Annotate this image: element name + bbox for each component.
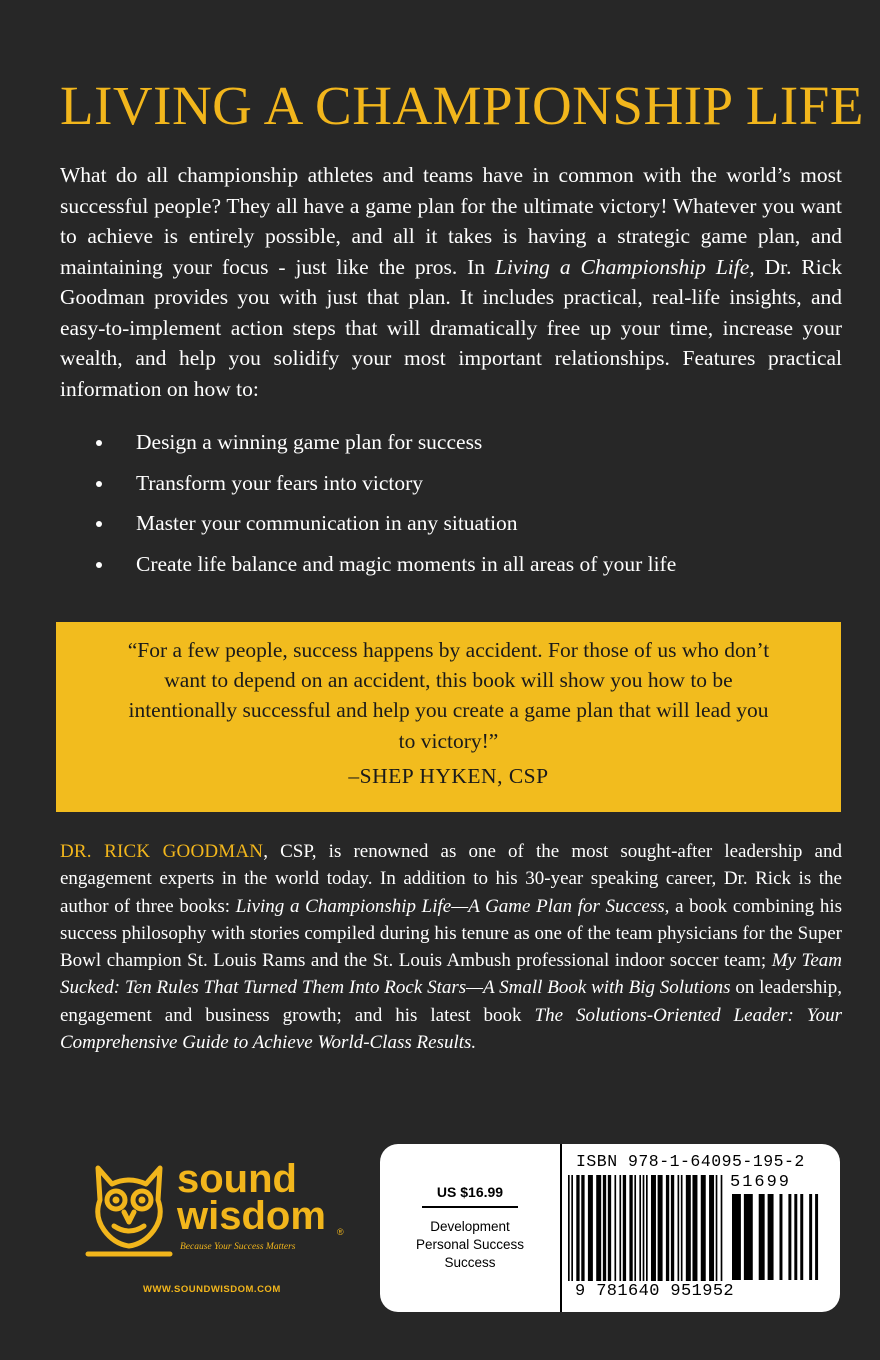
feature-text: Master your communication in any situation (136, 511, 518, 536)
owl-icon (84, 1160, 174, 1260)
feature-item (60, 550, 842, 591)
bullet-icon (96, 481, 102, 487)
feature-text: Create life balance and magic moments in all areas of your life (136, 552, 677, 577)
barcode-bar (568, 1175, 570, 1281)
barcode-bar (692, 1175, 697, 1281)
category-item: Development (430, 1219, 510, 1234)
intro-text-1: What do all championship athletes and teams have in common with the world’s most successful people? They all have a game plan for the ultimate victory! Whatever you want to achieve is entirely possible, and all it takes is having a strategic game plan, and maintaining your focus - just like the pros. In (60, 163, 842, 279)
testimonial-attribution: –SHEP HYKEN, CSP (348, 763, 549, 788)
barcode-bar (634, 1175, 636, 1281)
category-list (410, 1218, 530, 1272)
barcode-bar (658, 1175, 663, 1281)
price: US $16.99 (422, 1182, 518, 1208)
bio-book-3: The Solutions-Oriented Leader: Your Comprehensive Guide to Achieve World-Class Results. (60, 1004, 842, 1054)
barcode-bar (596, 1175, 601, 1281)
feature-item (60, 509, 842, 550)
panel-divider (560, 1144, 562, 1312)
barcode-bar (576, 1175, 579, 1281)
bio-text-3: on leadership, engagement and business growth; and his latest book (60, 977, 842, 1026)
author-bio (60, 838, 842, 1056)
barcode-bar (678, 1175, 680, 1281)
barcode-panel (380, 1144, 840, 1312)
barcode-bar (721, 1175, 723, 1281)
barcode-bar (759, 1194, 765, 1280)
barcode-bar (623, 1175, 626, 1281)
feature-text: Design a winning game plan for success (136, 430, 483, 454)
testimonial-quote: “For a few people, success happens by accident. For those of us who don’t want to depend on an accident, this book will show you how to be intentionally successful and help you create a game plan that will lead you to victory!” (127, 638, 770, 753)
publisher-name-line2: wisdom (177, 1194, 326, 1238)
category-item: Personal Success (415, 1237, 525, 1252)
barcode-bar (788, 1194, 791, 1280)
barcode-bar (800, 1194, 803, 1280)
barcode-bar (794, 1194, 797, 1280)
bullet-icon (96, 440, 102, 446)
barcode-bar (716, 1175, 718, 1281)
publisher-logo (84, 1158, 374, 1298)
feature-text: Transform your fears into victory (136, 470, 424, 495)
barcode-bar (646, 1175, 648, 1281)
book-title: LIVING A CHAMPIONSHIP LIFE (60, 75, 864, 136)
isbn-barcode (568, 1175, 724, 1281)
barcode-bar (588, 1175, 593, 1281)
barcode-bar (732, 1194, 741, 1280)
barcode-bar (608, 1175, 611, 1281)
publisher-website: WWW.SOUNDWISDOM.COM (143, 1284, 281, 1295)
intro-paragraph (60, 160, 842, 404)
barcode-bar (744, 1194, 753, 1280)
category-item: Success (444, 1255, 496, 1270)
barcode-bar (681, 1175, 683, 1281)
barcode-bar (809, 1194, 812, 1280)
barcode-bar (768, 1194, 774, 1280)
testimonial-box (56, 622, 841, 812)
feature-item (60, 428, 842, 469)
barcode-bar (709, 1175, 714, 1281)
feature-list (60, 428, 842, 591)
barcode-bar (651, 1175, 656, 1281)
barcode-bar (671, 1175, 674, 1281)
barcode-bar (581, 1175, 584, 1281)
barcode-bar (666, 1175, 669, 1281)
bullet-icon (96, 521, 102, 527)
price-addon-number: 51699 (730, 1173, 792, 1192)
bio-book-2: My Team Sucked: Ten Rules That Turned Them Into Rock Stars—A Small Book with Big Solutions (60, 950, 842, 999)
bullet-icon (96, 562, 102, 568)
barcode-bar (815, 1194, 818, 1280)
ean-number: 9 781640 951952 (575, 1282, 735, 1301)
bio-text-1: , CSP, is renowned as one of the most sought-after leadership and engagement experts in the world today. In addition to his 30-year speaking career, Dr. Rick is the author of three books: (60, 841, 842, 917)
barcode-bar (614, 1175, 616, 1281)
barcode-bar (619, 1175, 621, 1281)
addon-barcode (732, 1194, 824, 1280)
bio-book-1: Living a Championship Life—A Game Plan for Success (235, 895, 665, 917)
isbn-number: ISBN 978-1-64095-195-2 (576, 1152, 805, 1171)
intro-text-2: Dr. Rick Goodman provides you with just that plan. It includes practical, real-life insights, and easy-to-implement action steps that will dramatically free up your time, increase your wealth, and help you solidify your most important relationships. Features practical information on how to: (60, 254, 842, 401)
barcode-bar (779, 1194, 782, 1280)
author-name: DR. RICK GOODMAN (60, 841, 264, 862)
barcode-bar (629, 1175, 632, 1281)
bio-text-2: , a book combining his success philosophy with stories compiled during his tenure as one of the team physicians for the Super Bowl champion St. Louis Rams and the St. Louis Ambush professional indoor soccer team; (60, 895, 842, 972)
barcode-bar (701, 1175, 706, 1281)
price-box (410, 1182, 530, 1272)
barcode-bar (686, 1175, 691, 1281)
intro-book-title: Living a Championship Life, (494, 254, 755, 279)
barcode-bar (571, 1175, 573, 1281)
barcode-bar (639, 1175, 641, 1281)
feature-item (60, 469, 842, 510)
barcode-bar (643, 1175, 645, 1281)
barcode-bar (603, 1175, 606, 1281)
publisher-name-line1: sound (177, 1157, 297, 1201)
publisher-tagline: Because Your Success Matters (180, 1242, 296, 1252)
registered-mark: ® (337, 1227, 344, 1237)
